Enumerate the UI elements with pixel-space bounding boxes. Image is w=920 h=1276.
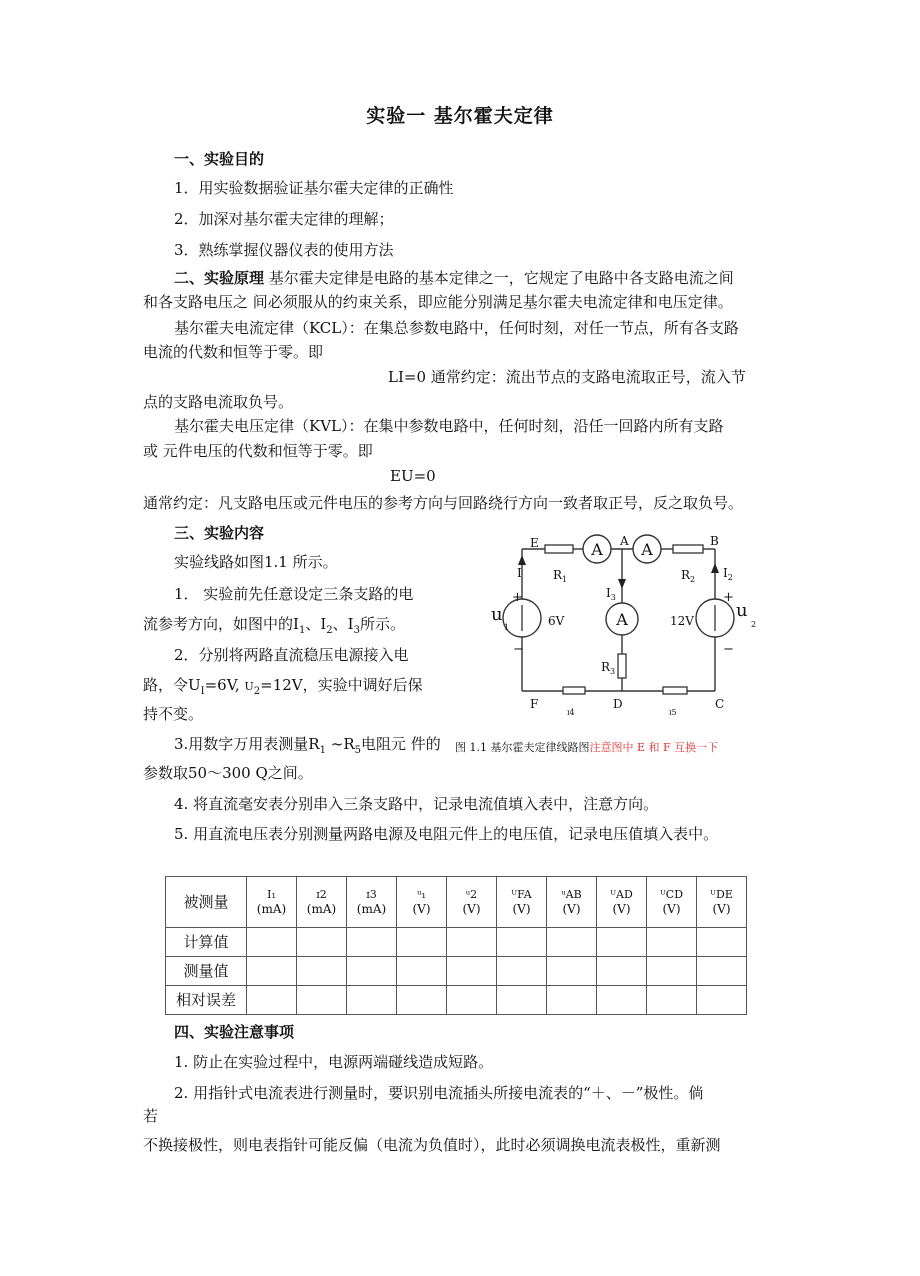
node-f-label: F	[530, 697, 539, 711]
principle-paragraph	[174, 268, 734, 288]
resistor-r4	[563, 687, 585, 694]
i3-label: $I_3$	[606, 586, 616, 602]
table-header-cell: I₁ (mA)	[247, 877, 297, 928]
kvl-equation: EU=0	[390, 467, 436, 485]
content-intro: 实验线路如图1.1 所示。	[174, 553, 338, 571]
ammeter-3-label: A	[616, 610, 628, 629]
u2-label: u	[736, 600, 748, 621]
kcl-equation: LI=0 通常约定：流出节点的支路电流取正号，流入节	[388, 368, 746, 386]
step-2-line-2: 路，令$U_I=6V$, $U_2=12V$，实验中调好后保	[143, 676, 423, 697]
section-heading-principle: 二、实验原理	[174, 269, 265, 287]
r4-label: ɪ4	[567, 708, 575, 717]
node-d-label: D	[613, 697, 623, 711]
ammeter-1-label: A	[591, 540, 603, 559]
principle-text-2: 和各支路电压之 间必须服从的约束关系，即应能分别满足基尔霍夫电流定律和电压定律。	[143, 293, 733, 311]
step-2-line-1: 2．分别将两路直流稳压电源接入电	[174, 646, 409, 664]
table-row	[166, 986, 747, 1015]
table-row	[166, 928, 747, 957]
table-header-cell: ᵘAB (V)	[547, 877, 597, 928]
kvl-text-2: 或 元件电压的代数和恒等于零。即	[143, 442, 373, 460]
ammeter-2-label: A	[641, 540, 653, 559]
resistor-r1	[545, 545, 573, 553]
table-header-row	[166, 877, 747, 928]
kcl-text-1: 基尔霍夫电流定律（KCL）：在集总参数电路中，任何时刻，对任一节点，所有各支路	[174, 319, 739, 337]
note-1: 1. 防止在实验过程中，电源两端碰线造成短路。	[174, 1053, 494, 1071]
node-c-label: C	[715, 697, 725, 711]
note-2-line-3: 不换接极性，则电表指针可能反偏（电流为负值时），此时必须调换电流表极性，重新测	[143, 1136, 721, 1154]
node-a-label: A	[620, 534, 629, 548]
source-2-value: 12V	[670, 614, 694, 628]
table-row	[166, 957, 747, 986]
principle-text-1: 基尔霍夫定律是电路的基本定律之一，它规定了电路中各支路电流之间	[264, 269, 734, 287]
kvl-text-1: 基尔霍夫电压定律（KVL）：在集中参数电路中，任何时刻，沿任一回路内所有支路	[174, 417, 724, 435]
r1-label: $R_1$	[553, 568, 568, 584]
resistor-r5	[663, 687, 687, 694]
u1-label: u	[491, 604, 503, 625]
purpose-item-1: 1．用实验数据验证基尔霍夫定律的正确性	[174, 179, 454, 197]
u2-minus: −	[723, 642, 734, 657]
step-1-line-1: 1． 实验前先任意设定三条支路的电	[174, 585, 414, 603]
arrow-i3-icon	[618, 579, 626, 589]
step-3-line-2: 参数取50～300 Q之间。	[143, 764, 313, 782]
page-title: 实验一 基尔霍夫定律	[366, 105, 554, 127]
table-header-cell: ᵘ2 (V)	[447, 877, 497, 928]
u1-subscript: 1	[504, 623, 510, 632]
table-header-cell: ᵁAD (V)	[597, 877, 647, 928]
resistor-r3	[618, 654, 626, 678]
arrow-i2-icon	[711, 563, 719, 573]
step-4: 4. 将直流毫安表分别串入三条支路中，记录电流值填入表中，注意方向。	[174, 795, 659, 813]
row-label-measured: 测量值	[166, 957, 247, 986]
source-1-value: 6V	[548, 614, 565, 628]
purpose-item-3: 3．熟练掌握仪器仪表的使用方法	[174, 241, 394, 259]
table-header-cell: ɪ2 (mA)	[297, 877, 347, 928]
figure-note: 注意图中 E 和 F 互换一下	[589, 741, 719, 754]
i2-label: $I_2$	[723, 566, 733, 582]
kvl-text-3: 通常约定：凡支路电压或元件电压的参考方向与回路绕行方向一致者取正号，反之取负号。	[143, 494, 744, 512]
section-heading-notes: 四、实验注意事项	[174, 1023, 295, 1041]
step-2-line-3: 持不变。	[143, 705, 204, 723]
table-header-cell: ᵁFA (V)	[497, 877, 547, 928]
step-1-line-2: 流参考方向，如图中的$I_1$、$I_2$、$I_3$所示。	[143, 615, 405, 636]
kcl-text-2: 电流的代数和恒等于零。即	[143, 343, 324, 361]
r3-label: $R_3$	[601, 660, 616, 676]
purpose-item-2: 2．加深对基尔霍夫定律的理解；	[174, 210, 394, 228]
measurement-table	[165, 876, 747, 1015]
arrow-i1-icon	[518, 555, 526, 565]
row-label-relative-error: 相对误差	[166, 986, 247, 1015]
note-2-line-2: 若	[143, 1107, 159, 1125]
u2-plus: +	[723, 590, 734, 605]
table-header-cell: ᵁDE (V)	[697, 877, 747, 928]
resistor-r2	[673, 545, 703, 553]
u1-minus: −	[513, 642, 524, 657]
table-header-cell: ᵘ₁ (V)	[397, 877, 447, 928]
u2-subscript: 2	[751, 620, 757, 629]
node-e-label: E	[530, 536, 539, 550]
section-heading-purpose: 一、实验目的	[174, 150, 265, 168]
note-2-line-1: 2. 用指针式电流表进行测量时，要识别电流插头所接电流表的“＋、－”极性。倘	[174, 1084, 704, 1102]
step-5: 5. 用直流电压表分别测量两路电源及电阻元件上的电压值，记录电压值填入表中。	[174, 825, 719, 843]
r2-label: $R_2$	[681, 568, 696, 584]
table-header-cell: ɪ3 (mA)	[347, 877, 397, 928]
node-b-label: B	[710, 534, 719, 548]
row-label-calculated: 计算值	[166, 928, 247, 957]
r5-label: ɪ5	[669, 708, 677, 717]
figure-caption: 图 1.1 基尔霍夫定律线路图注意图中 E 和 F 互换一下	[455, 741, 719, 754]
kcl-text-3: 点的支路电流取负号。	[143, 393, 294, 411]
section-heading-content: 三、实验内容	[174, 524, 265, 542]
table-header-label: 被测量	[166, 877, 247, 928]
i1-label: I	[517, 566, 522, 580]
table-header-cell: ᵁCD (V)	[647, 877, 697, 928]
u1-plus: +	[512, 590, 523, 605]
circuit-diagram	[475, 525, 775, 725]
step-3-line-1: 3.用数字万用表测量$R_1$ $\sim R_5$电阻元 件的	[174, 735, 441, 756]
